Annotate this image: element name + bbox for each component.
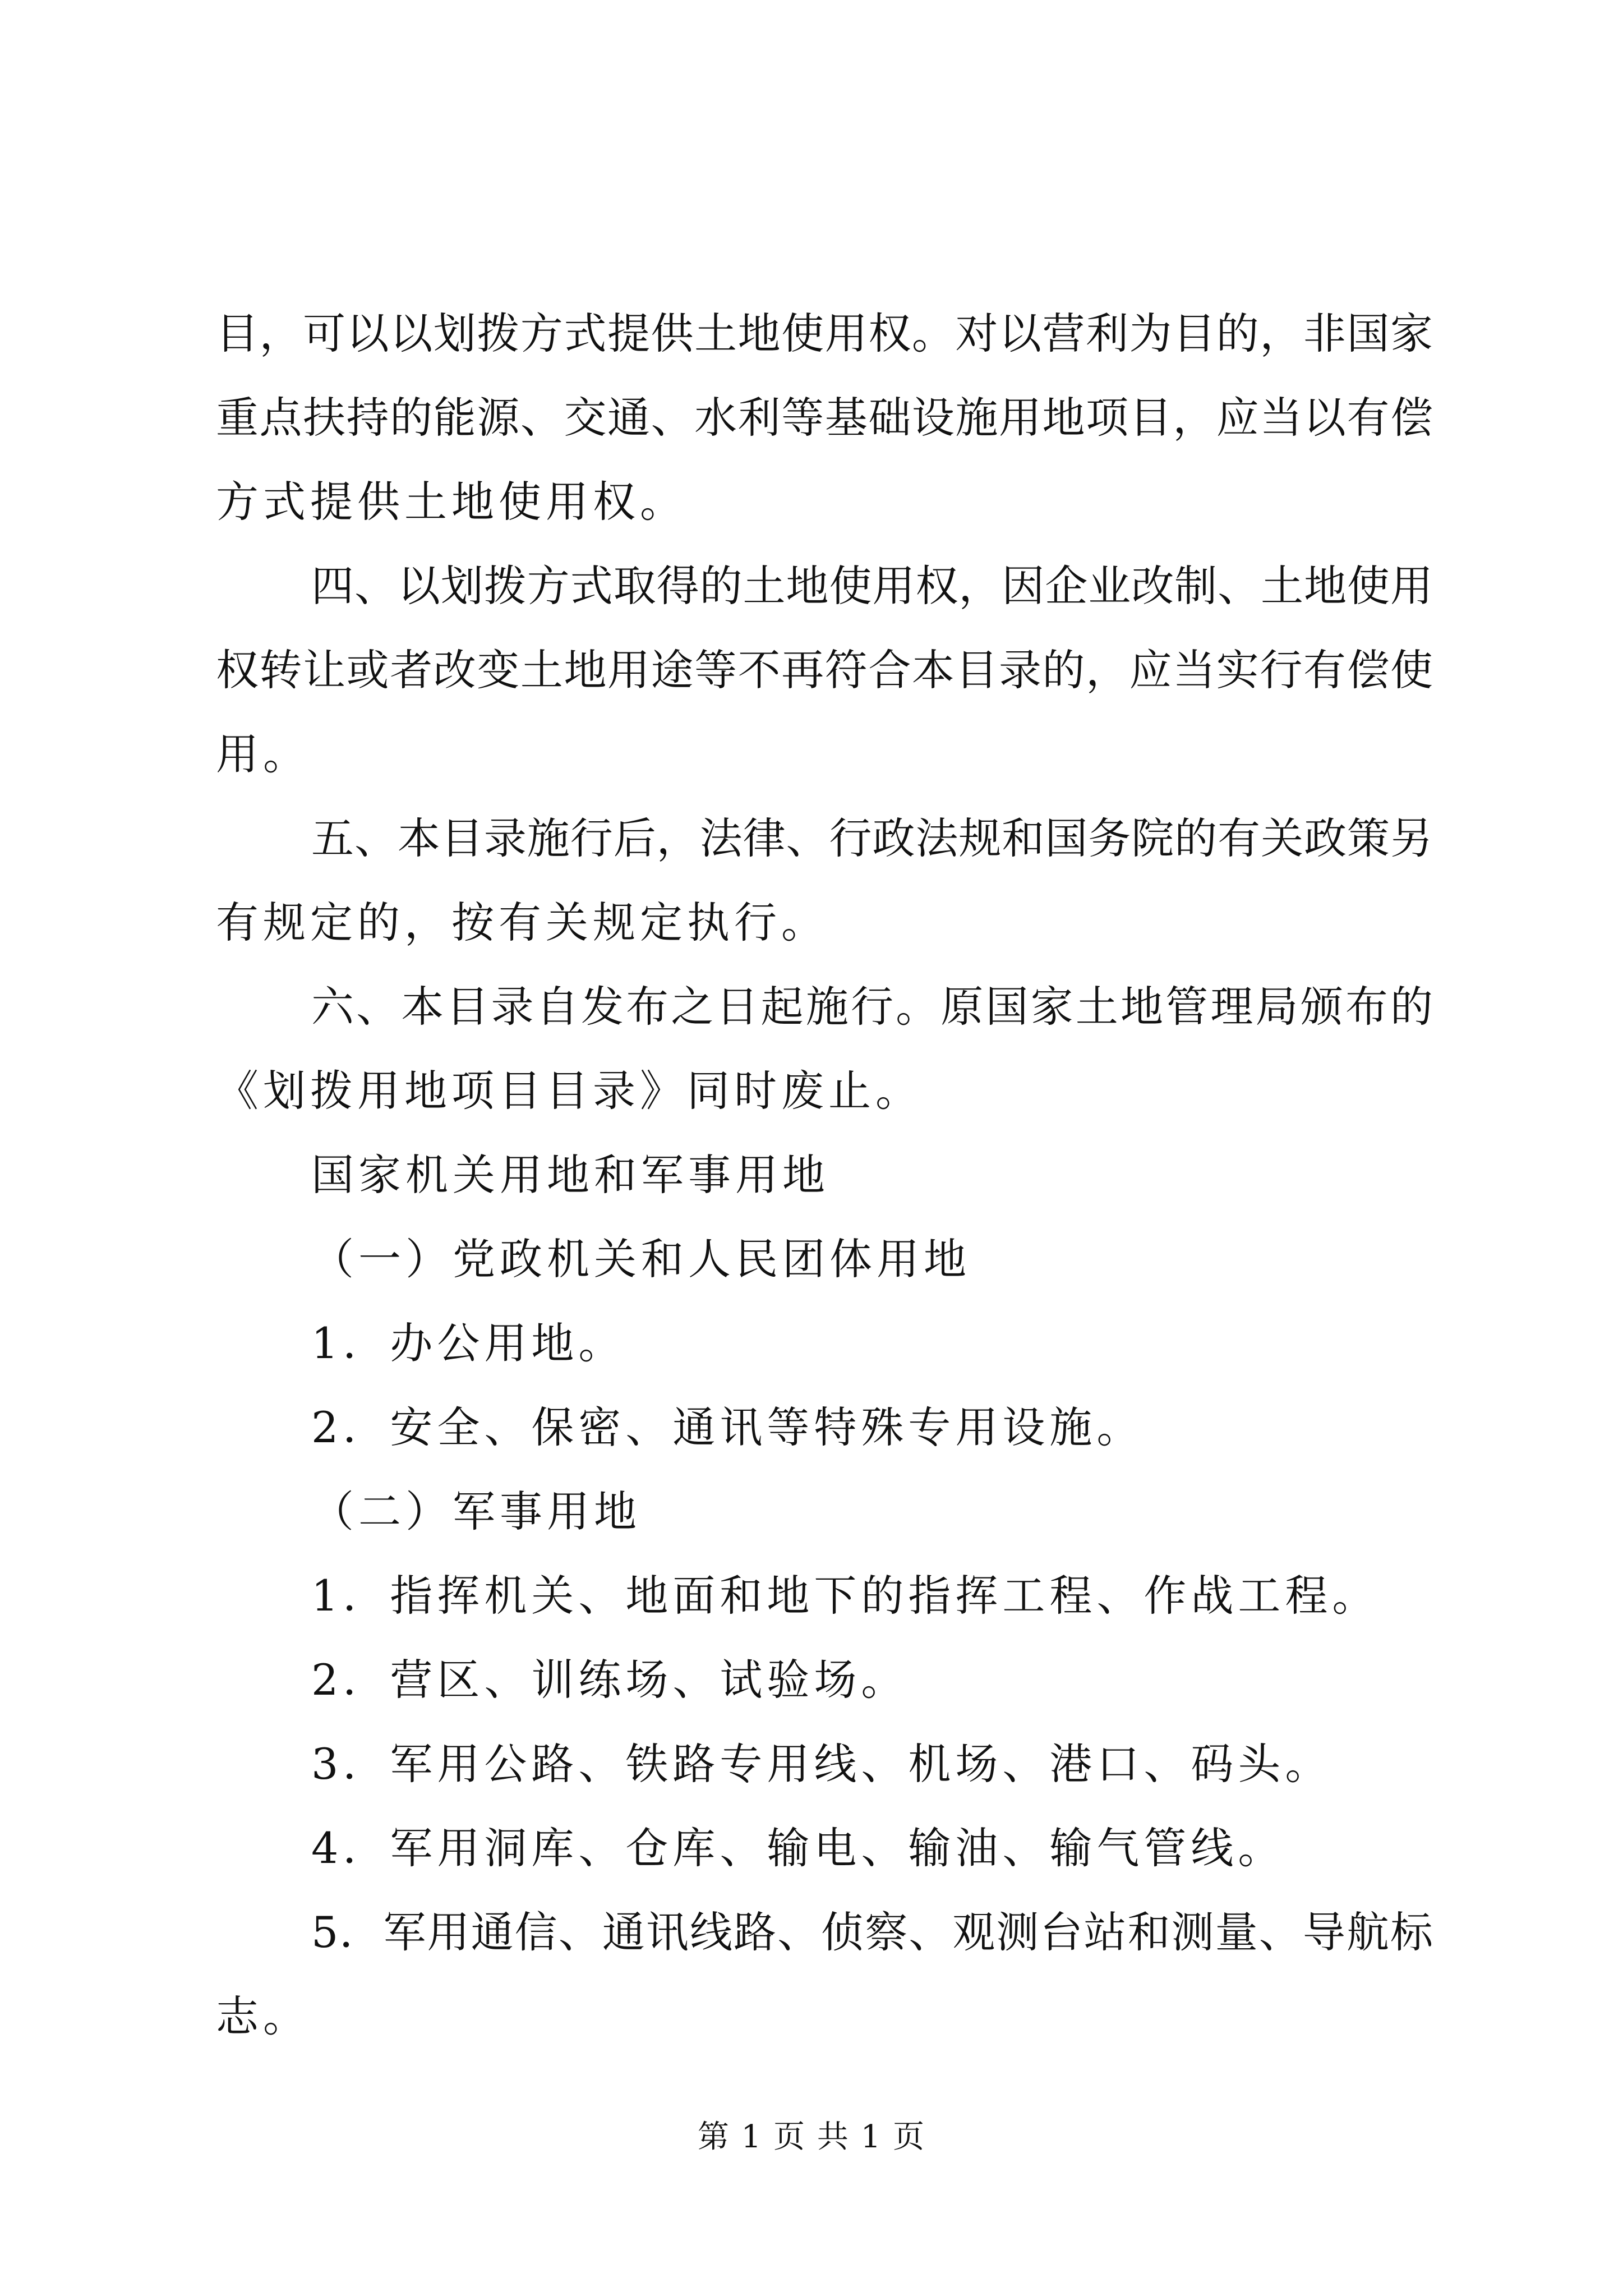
text-line: 1．办公用地。: [311, 1318, 626, 1368]
text-line: 2．营区、训练场、试验场。: [311, 1655, 909, 1705]
text-line: 四、以划拨方式取得的土地使用权，因企业改制、土地使用: [311, 561, 1433, 611]
text-line: （一）党政机关和人民团体用地: [311, 1234, 971, 1284]
text-line: 2．安全、保密、通讯等特殊专用设施。: [311, 1402, 1144, 1452]
text-line: 志。: [216, 1991, 310, 2041]
text-line: 1．指挥机关、地面和地下的指挥工程、作战工程。: [311, 1571, 1380, 1621]
text-line: （二）军事用地: [311, 1487, 641, 1536]
text-line: 有规定的，按有关规定执行。: [216, 898, 828, 947]
text-line: 用。: [216, 729, 310, 779]
text-line: 重点扶持的能源、交通、水利等基础设施用地项目，应当以有偿: [216, 393, 1433, 443]
text-line: 目，可以以划拨方式提供土地使用权。对以营利为目的，非国家: [216, 309, 1433, 358]
text-line: 方式提供土地使用权。: [216, 477, 687, 527]
text-line: 4．军用洞库、仓库、输电、输油、输气管线。: [311, 1823, 1285, 1873]
text-line: 权转让或者改变土地用途等不再符合本目录的，应当实行有偿使: [216, 645, 1433, 695]
text-line: 《划拨用地项目目录》同时废止。: [216, 1066, 923, 1116]
text-line: 五、本目录施行后，法律、行政法规和国务院的有关政策另: [311, 813, 1433, 863]
text-line: 国家机关用地和军事用地: [311, 1150, 829, 1200]
page-footer: 第 1 页 共 1 页: [697, 2119, 926, 2155]
text-line: 3．军用公路、铁路专用线、机场、港口、码头。: [311, 1739, 1332, 1789]
document-body: [216, 292, 1433, 2059]
text-line: 六、本目录自发布之日起施行。原国家土地管理局颁布的: [311, 982, 1433, 1032]
text-line: 5．军用通信、通讯线路、侦察、观测台站和测量、导航标: [311, 1907, 1433, 1957]
